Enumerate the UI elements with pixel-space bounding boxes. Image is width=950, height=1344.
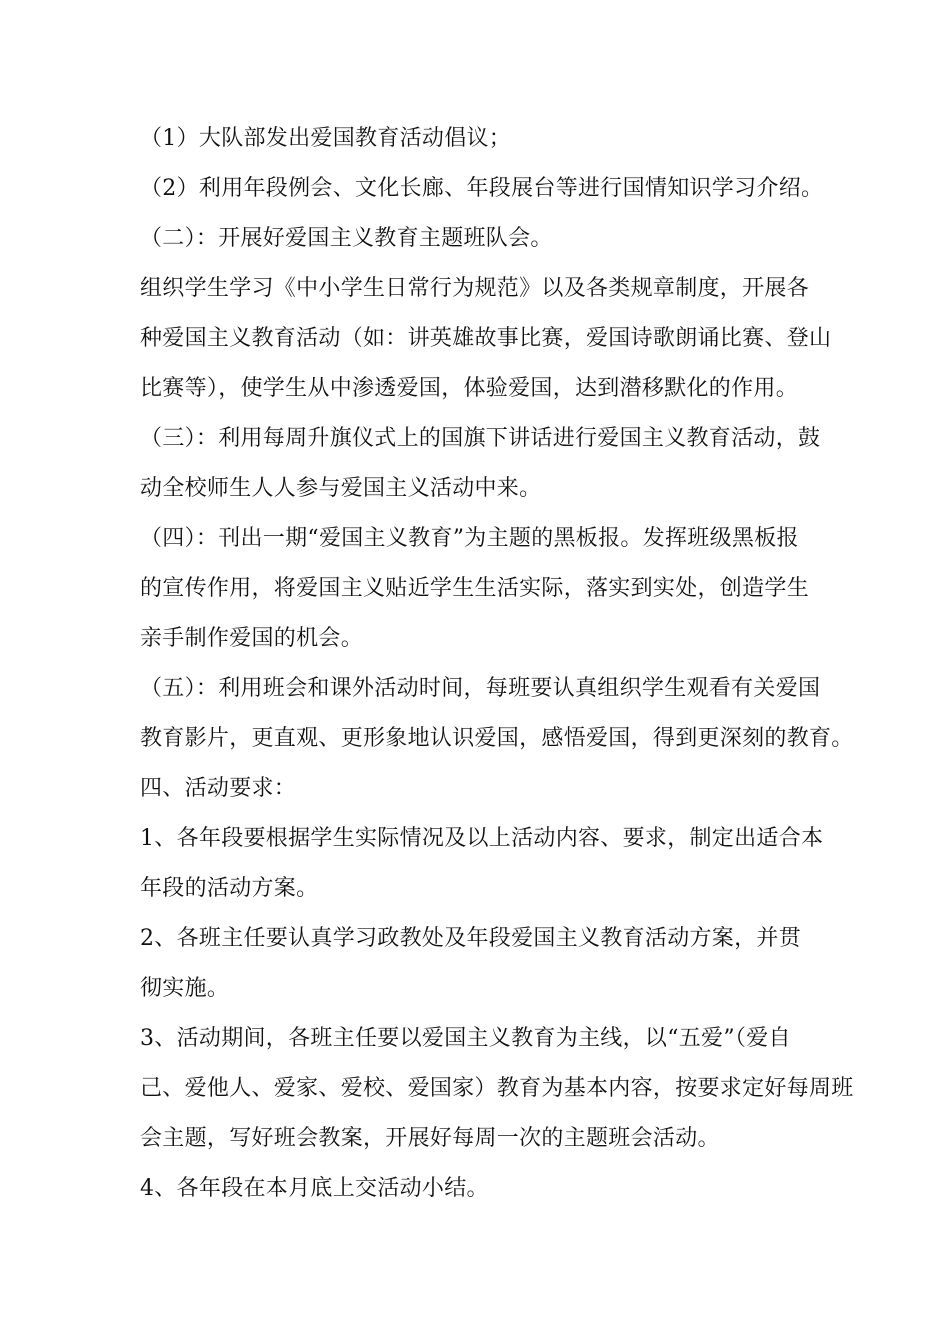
text-line: 亲手制作爱国的机会。 [140,626,364,651]
text-line: 己、爱他人、爱家、爱校、爱国家）教育为基本内容，按要求定好每周班 [140,1076,854,1101]
text-line: 比赛等），使学生从中渗透爱国，体验爱国，达到潜移默化的作用。 [140,376,799,401]
section-heading: 四、活动要求： [140,776,297,801]
text-line: （五）：利用班会和课外活动时间，每班要认真组织学生观看有关爱国 [140,676,821,701]
text-line: （2）利用年段例会、文化长廊、年段展台等进行国情知识学习介绍。 [140,176,824,201]
text-line: 年段的活动方案。 [140,876,319,901]
text-line: 1、各年段要根据学生实际情况及以上活动内容、要求，制定出适合本 [140,826,824,851]
text-line: 组织学生学习《中小学生日常行为规范》以及各类规章制度，开展各 [140,276,810,301]
text-line: 教育影片，更直观、更形象地认识爱国，感悟爱国，得到更深刻的教育。 [140,726,854,751]
text-line: 彻实施。 [140,976,230,1001]
text-line: 种爱国主义教育活动（如：讲英雄故事比赛，爱国诗歌朗诵比赛、登山 [140,326,832,351]
text-line: （四）：刊出一期“爱国主义教育”为主题的黑板报。发挥班级黑板报 [140,526,799,551]
text-line: 动全校师生人人参与爱国主义活动中来。 [140,476,542,501]
text-line: 3、活动期间，各班主任要以爱国主义教育为主线，以“五爱”（爱自 [140,1026,791,1051]
text-line: 的宣传作用，将爱国主义贴近学生生活实际，落实到实处，创造学生 [140,576,810,601]
text-line: 4、各年段在本月底上交活动小结。 [140,1176,489,1201]
text-line: （三）：利用每周升旗仪式上的国旗下讲话进行爱国主义教育活动，鼓 [140,426,821,451]
text-line: （二）：开展好爱国主义教育主题班队会。 [140,226,553,251]
text-line: （1）大队部发出爱国教育活动倡议； [140,126,512,151]
text-line: 2、各班主任要认真学习政教处及年段爱国主义教育活动方案，并贯 [140,926,801,951]
text-line: 会主题，写好班会教案，开展好每周一次的主题班会活动。 [140,1126,720,1151]
